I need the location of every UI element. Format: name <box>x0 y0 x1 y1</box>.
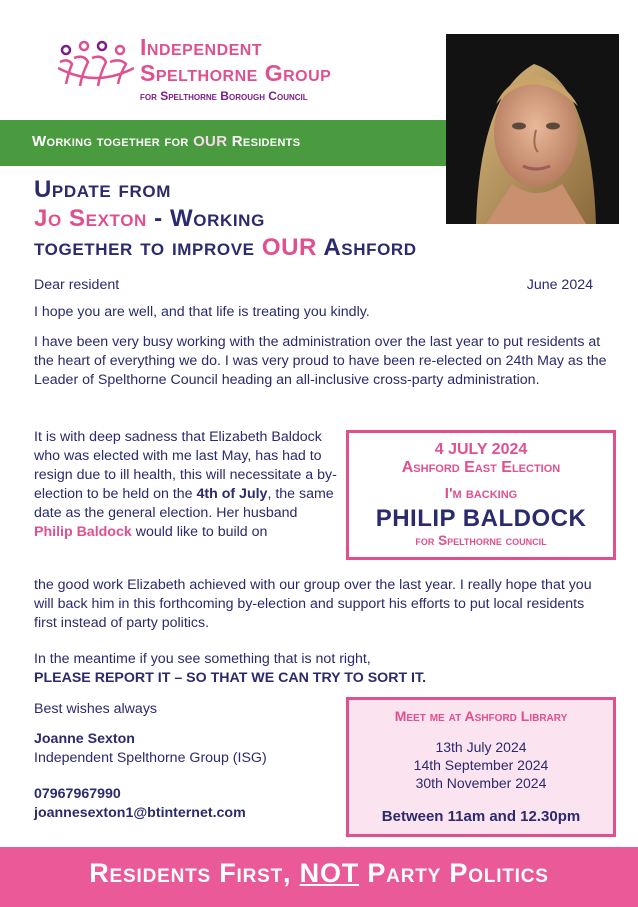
email-address: joannesexton1@btinternet.com <box>34 805 246 821</box>
backing-label: I'm backing <box>444 485 518 502</box>
p3-bold-date: 4th of July <box>196 486 268 502</box>
footer-text-after: Party Politics <box>359 858 549 888</box>
p3-text-start: It is with deep sadness that Elizabeth Baldock who was elected with me last May, has had to resign due to ill health, this will necessitate a by-election to be held on the <box>34 429 337 502</box>
candidate-name: PHILIP BALDOCK <box>375 505 587 532</box>
library-title: Meet me at Ashford Library <box>394 708 568 724</box>
p3-text-mid2: would like to build on <box>131 524 268 540</box>
p4-line1: In the meantime if you see something that is not right, <box>34 651 371 667</box>
footer-text-before: Residents First, <box>89 858 300 888</box>
heading-line2-rest: - Working <box>146 205 265 232</box>
signer-name: Joanne Sexton <box>34 731 135 747</box>
heading-name: Jo Sexton <box>34 205 147 232</box>
footer-not: NOT <box>299 858 360 888</box>
paragraph-3-start <box>34 428 339 542</box>
signoff: Best wishes always <box>34 701 158 717</box>
banner-ours: OUR <box>193 133 228 150</box>
signer-group: Independent Spelthorne Group (ISG) <box>34 750 267 766</box>
logo-title-line2: Spelthorne Group <box>140 60 332 86</box>
library-dates <box>349 738 613 792</box>
library-date: 14th September 2024 <box>413 757 549 773</box>
election-box <box>346 430 616 560</box>
library-box <box>346 697 616 837</box>
logo-subtitle: for Spelthorne Borough Council <box>140 89 308 103</box>
heading-line2 <box>34 204 614 233</box>
banner-text-after: Residents <box>227 133 301 150</box>
greeting: Dear resident <box>34 277 120 293</box>
paragraph-1: I hope you are well, and that life is treating you kindly. <box>34 304 370 320</box>
page-heading <box>34 175 614 262</box>
signature-block <box>34 700 267 823</box>
council-label: for Spelthorne council <box>415 533 547 548</box>
logo <box>58 34 458 114</box>
banner-text <box>32 133 300 150</box>
heading-line1: Update from <box>34 176 171 203</box>
people-logo-icon <box>58 40 134 90</box>
heading-ours: OUR <box>261 234 317 261</box>
letter-date: June 2024 <box>526 277 593 293</box>
election-title: Ashford East Election <box>401 459 561 476</box>
phone-number: 07967967990 <box>34 786 121 802</box>
library-date: 30th November 2024 <box>415 775 547 791</box>
paragraph-2: I have been very busy working with the administration over the last year to put residents at the heart of everything we do. I was very proud to have been re-elected on 24th May as the Leader of Spelthorne Council heading an all-inclusive cross-party administration. <box>34 334 607 388</box>
footer-slogan <box>0 858 638 889</box>
paragraph-4 <box>34 650 609 688</box>
library-date: 13th July 2024 <box>435 739 527 755</box>
paragraph-3-end: the good work Elizabeth achieved with our group over the last year. I really hope that you will back him in this forthcoming by-election and support his efforts to put local residents first instead of party politics. <box>34 577 592 631</box>
heading-line3 <box>34 233 614 262</box>
banner-text-before: Working together for <box>32 133 194 150</box>
p3-text-mid: , the same date as the general election. Her husband <box>34 486 334 521</box>
p3-candidate-name: Philip Baldock <box>34 524 132 540</box>
logo-title-line1: Independent <box>140 34 263 60</box>
report-it-line: PLEASE REPORT IT – SO THAT WE CAN TRY TO SORT IT. <box>34 670 427 686</box>
heading-line3-start: together to improve <box>34 234 262 261</box>
heading-line3-end: Ashford <box>317 234 417 261</box>
library-time: Between 11am and 12.30pm <box>381 808 581 825</box>
election-date: 4 JULY 2024 <box>434 441 528 458</box>
